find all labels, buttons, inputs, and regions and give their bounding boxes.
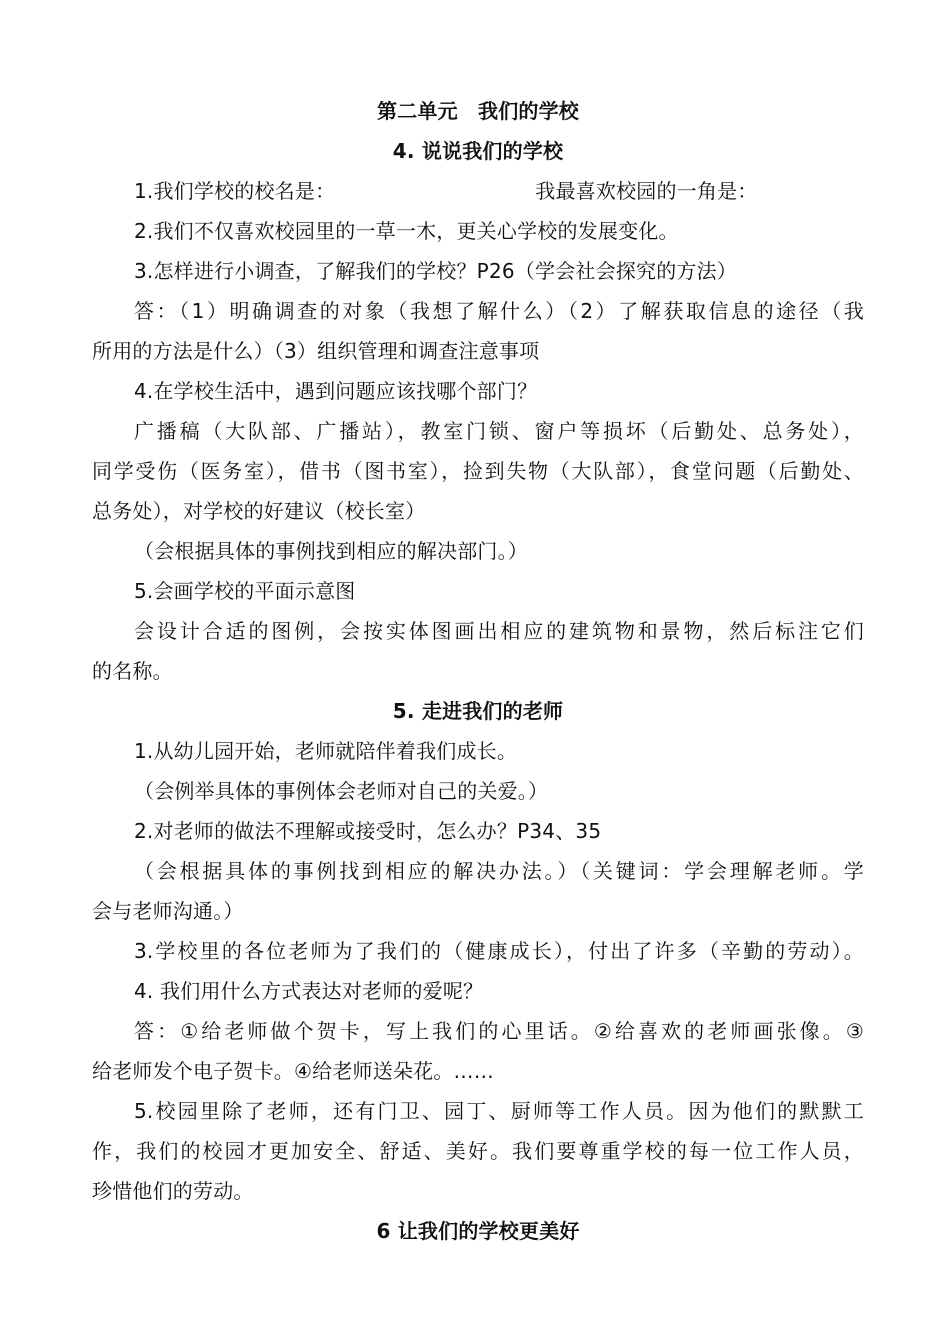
lesson4-item4-answer-line3: 总务处），对学校的好建议（校长室） [92, 499, 426, 523]
lesson4-item3-answer-line2: 所用的方法是什么）（3）组织管理和调查注意事项 [92, 339, 540, 363]
lesson4-item5: 5.会画学校的平面示意图 [134, 579, 356, 603]
lesson4-item1-school-name: 1.我们学校的校名是： [134, 179, 336, 203]
lesson5-item4: 4. 我们用什么方式表达对老师的爱呢？ [134, 979, 484, 1003]
lesson6-title: 6 让我们的学校更美好 [376, 1219, 580, 1243]
lesson4-item4-note: （会根据具体的事例找到相应的解决部门。） [134, 539, 528, 563]
lesson5-item2-note-line1: （会根据具体的事例找到相应的解决办法。）（关键词：学会理解老师。学 [134, 859, 864, 883]
lesson4-item4-answer-line2: 同学受伤（医务室），借书（图书室），捡到失物（大队部），食堂问题（后勤处、 [92, 459, 864, 483]
lesson4-item5-answer-line1: 会设计合适的图例，会按实体图画出相应的建筑物和景物，然后标注它们 [134, 619, 864, 643]
lesson5-item3: 3.学校里的各位老师为了我们的（健康成长），付出了许多（辛勤的劳动）。 [134, 939, 864, 963]
lesson5-item4-answer-line2: 给老师发个电子贺卡。④给老师送朵花。…… [92, 1059, 494, 1083]
lesson5-item1-note: （会例举具体的事例体会老师对自己的关爱。） [134, 779, 549, 803]
lesson4-item1 [134, 178, 864, 204]
lesson4-item4-answer-line1: 广播稿（大队部、广播站），教室门锁、窗户等损坏（后勤处、总务处）， [134, 419, 864, 443]
lesson5-item5-line1: 5.校园里除了老师，还有门卫、园丁、厨师等工作人员。因为他们的默默工 [134, 1099, 864, 1123]
lesson4-item5-answer-line2: 的名称。 [92, 659, 173, 683]
lesson4-item4: 4.在学校生活中，遇到问题应该找哪个部门？ [134, 379, 538, 403]
lesson5-title: 5. 走进我们的老师 [392, 699, 564, 723]
lesson5-item1: 1.从幼儿园开始，老师就陪伴着我们成长。 [134, 739, 518, 763]
lesson5-item5-line3: 珍惜他们的劳动。 [92, 1179, 254, 1203]
unit-title: 第二单元 我们的学校 [377, 99, 579, 123]
lesson5-item4-answer-line1: 答：①给老师做个贺卡，写上我们的心里话。②给喜欢的老师画张像。③ [134, 1019, 864, 1043]
lesson4-item2: 2.我们不仅喜欢校园里的一草一木，更关心学校的发展变化。 [134, 219, 679, 243]
lesson4-item3-answer-line1: 答：（1）明确调查的对象（我想了解什么）（2）了解获取信息的途径（我 [134, 299, 864, 323]
lesson4-item3: 3.怎样进行小调查，了解我们的学校？P26（学会社会探究的方法） [134, 259, 737, 283]
lesson5-item5-line2: 作，我们的校园才更加安全、舒适、美好。我们要尊重学校的每一位工作人员， [92, 1139, 864, 1163]
lesson4-item1-favorite-corner: 我最喜欢校园的一角是： [535, 179, 758, 203]
lesson5-item2: 2.对老师的做法不理解或接受时，怎么办？P34、35 [134, 819, 602, 843]
lesson5-item2-note-line2: 会与老师沟通。） [92, 899, 244, 923]
lesson4-title: 4. 说说我们的学校 [392, 139, 564, 163]
